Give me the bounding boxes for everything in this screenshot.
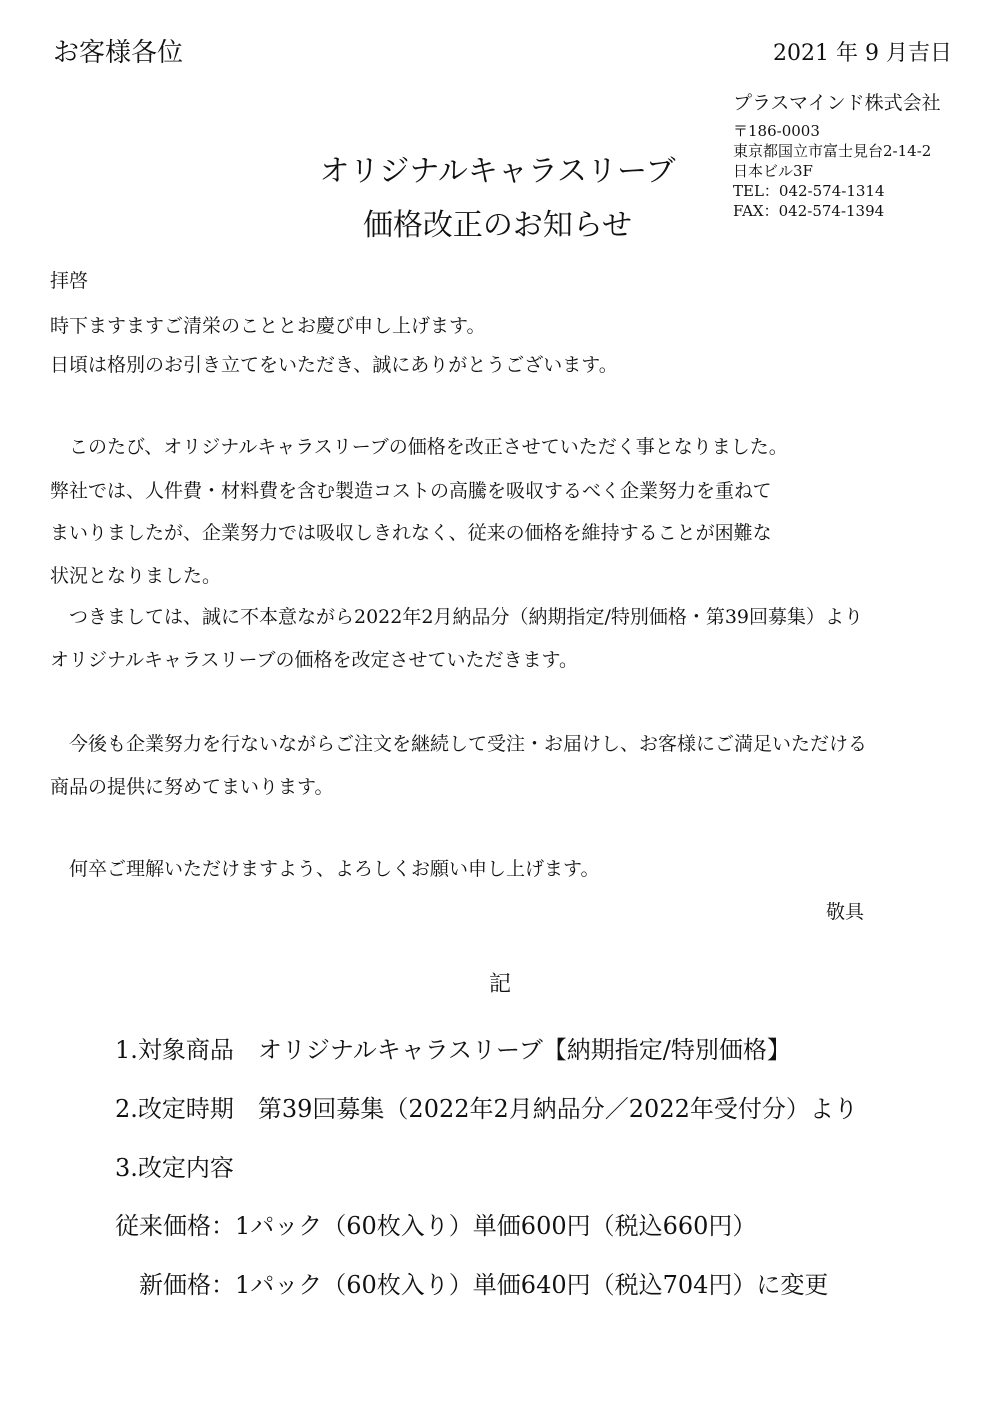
company-tel: TEL：042-574-1314 bbox=[733, 182, 885, 200]
issue-date: 2021 年 9 月吉日 bbox=[773, 41, 952, 66]
company-address-2: 日本ビル3F bbox=[733, 162, 813, 180]
paragraph-1-line-3: まいりましたが、企業努力では吸収しきれなく、従来の価格を維持することが困難な bbox=[50, 522, 772, 544]
opening-word: 拝啓 bbox=[50, 270, 89, 292]
paragraph-2-line-1: つきましては、誠に不本意ながら2022年2月納品分（納期指定/特別価格・第39回募集）より bbox=[69, 606, 864, 628]
greeting-line-1: 時下ますますご清栄のこととお慶び申し上げます。 bbox=[50, 315, 486, 337]
detail-item-2: 2.改定時期 第39回募集（2022年2月納品分／2022年受付分）より bbox=[115, 1095, 858, 1123]
new-price: 新価格：1パック（60枚入り）単価640円（税込704円）に変更 bbox=[139, 1271, 829, 1299]
closing-word: 敬具 bbox=[826, 901, 865, 923]
paragraph-4: 何卒ご理解いただけますよう、よろしくお願い申し上げます。 bbox=[69, 858, 600, 880]
old-price: 従来価格：1パック（60枚入り）単価600円（税込660円） bbox=[115, 1212, 757, 1240]
company-name: プラスマインド株式会社 bbox=[733, 92, 941, 114]
detail-item-1: 1.対象商品 オリジナルキャラスリーブ【納期指定/特別価格】 bbox=[115, 1036, 791, 1064]
company-postal: 〒186-0003 bbox=[733, 122, 820, 140]
greeting-line-2: 日頃は格別のお引き立てをいただき、誠にありがとうございます。 bbox=[50, 354, 618, 376]
company-fax: FAX：042-574-1394 bbox=[733, 202, 885, 220]
paragraph-3-line-2: 商品の提供に努めてまいります。 bbox=[50, 776, 334, 798]
details-heading: 記 bbox=[488, 972, 511, 997]
title-line-1: オリジナルキャラスリーブ bbox=[319, 154, 676, 189]
paragraph-1-line-4: 状況となりました。 bbox=[50, 565, 222, 587]
paragraph-1-line-2: 弊社では、人件費・材料費を含む製造コストの高騰を吸収するべく企業努力を重ねて bbox=[50, 480, 772, 502]
detail-item-3: 3.改定内容 bbox=[115, 1154, 234, 1182]
addressee: お客様各位 bbox=[53, 38, 184, 68]
paragraph-3-line-1: 今後も企業努力を行ないながらご注文を継続して受注・お届けし、お客様にご満足いただける bbox=[69, 733, 868, 755]
paragraph-1-line-1: このたび、オリジナルキャラスリーブの価格を改正させていただく事となりました。 bbox=[69, 436, 788, 458]
paragraph-2-line-2: オリジナルキャラスリーブの価格を改定させていただきます。 bbox=[50, 649, 579, 671]
company-address-1: 東京都国立市富士見台2-14-2 bbox=[733, 142, 932, 160]
title-line-2: 価格改正のお知らせ bbox=[362, 208, 633, 243]
